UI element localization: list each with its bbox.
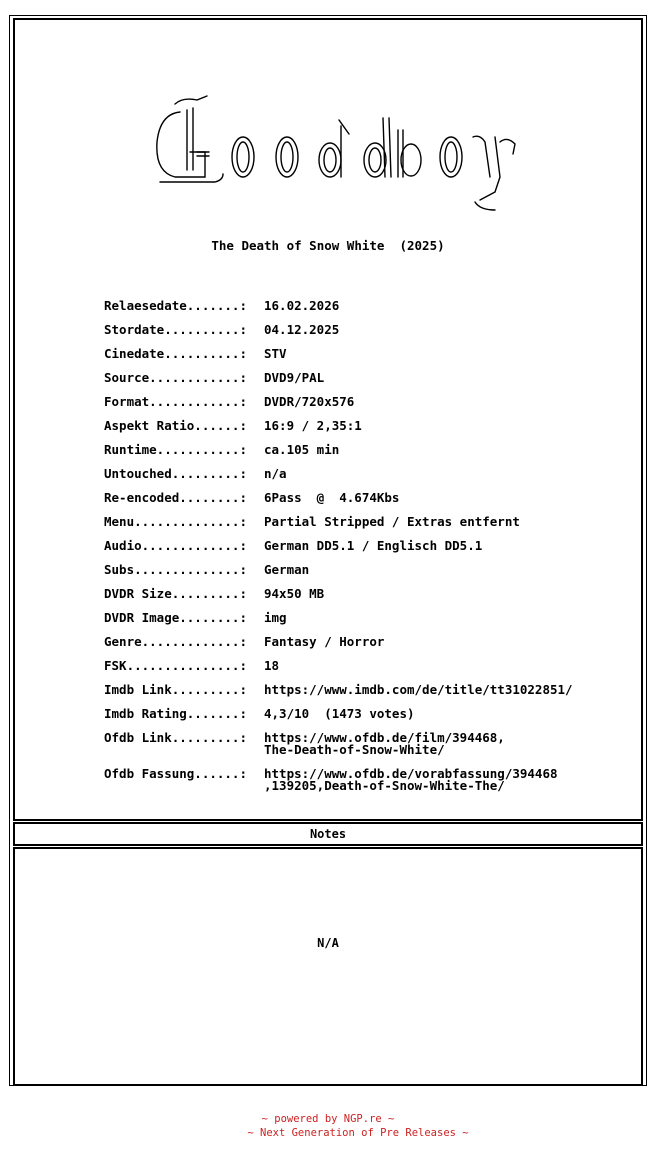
- info-label: DVDR Image........:: [104, 610, 247, 625]
- footer-tagline: ~ Next Generation of Pre Releases ~: [247, 1127, 469, 1139]
- notes-panel: [13, 847, 643, 1086]
- info-value: ca.105 min: [264, 442, 340, 457]
- release-title: The Death of Snow White (2025): [211, 238, 445, 253]
- info-row: [104, 636, 573, 660]
- info-value: 16:9 / 2,35:1: [264, 418, 362, 433]
- notes-text: N/A: [317, 936, 339, 950]
- info-row: [104, 396, 573, 420]
- info-row: [104, 768, 573, 804]
- info-row: [104, 612, 573, 636]
- info-value: DVD9/PAL: [264, 370, 325, 385]
- info-row: [104, 468, 573, 492]
- info-row: [104, 492, 573, 516]
- info-label: Re-encoded........:: [104, 490, 247, 505]
- info-value: https://www.ofdb.de/vorabfassung/394468 ,139205,Death-of-Snow-White-The/: [264, 766, 558, 793]
- info-label: Runtime...........:: [104, 442, 247, 457]
- info-value: German DD5.1 / Englisch DD5.1: [264, 538, 483, 553]
- info-row: [104, 420, 573, 444]
- info-label: DVDR Size.........:: [104, 586, 247, 601]
- info-value: 94x50 MB: [264, 586, 325, 601]
- info-label: Ofdb Fassung......:: [104, 766, 247, 781]
- info-row: [104, 708, 573, 732]
- info-row: [104, 540, 573, 564]
- info-row: [104, 732, 573, 768]
- info-label: Audio.............:: [104, 538, 247, 553]
- info-row: [104, 588, 573, 612]
- info-value: German: [264, 562, 310, 577]
- info-value: DVDR/720x576: [264, 394, 355, 409]
- release-info-panel: [13, 18, 643, 821]
- info-label: Untouched.........:: [104, 466, 247, 481]
- info-row: [104, 372, 573, 396]
- info-row: [104, 564, 573, 588]
- release-info-table: [104, 300, 573, 804]
- info-row: [104, 684, 573, 708]
- info-row: [104, 324, 573, 348]
- info-value: img: [264, 610, 287, 625]
- info-value: Fantasy / Horror: [264, 634, 385, 649]
- info-value: 18: [264, 658, 280, 673]
- info-label: Stordate..........:: [104, 322, 247, 337]
- info-value: Partial Stripped / Extras entfernt: [264, 514, 520, 529]
- info-value: n/a: [264, 466, 287, 481]
- info-row: [104, 516, 573, 540]
- info-label: Cinedate..........:: [104, 346, 247, 361]
- info-label: Menu..............:: [104, 514, 247, 529]
- goodboy-ascii-logo: [135, 82, 535, 222]
- info-value: 16.02.2026: [264, 298, 340, 313]
- info-row: [104, 660, 573, 684]
- info-label: Imdb Rating.......:: [104, 706, 247, 721]
- info-value: https://www.ofdb.de/film/394468, The-Death-of-Snow-White/: [264, 730, 505, 757]
- info-row: [104, 300, 573, 324]
- info-value: STV: [264, 346, 287, 361]
- info-label: FSK...............:: [104, 658, 247, 673]
- info-label: Imdb Link.........:: [104, 682, 247, 697]
- info-label: Genre.............:: [104, 634, 247, 649]
- info-label: Ofdb Link.........:: [104, 730, 247, 745]
- info-label: Source............:: [104, 370, 247, 385]
- info-value: 04.12.2025: [264, 322, 340, 337]
- info-row: [104, 348, 573, 372]
- info-label: Relaesedate.......:: [104, 298, 247, 313]
- info-row: [104, 444, 573, 468]
- footer-powered-by: ~ powered by NGP.re ~: [261, 1113, 395, 1125]
- info-value: 4,3/10 (1473 votes): [264, 706, 415, 721]
- info-label: Aspekt Ratio......:: [104, 418, 247, 433]
- info-value: https://www.imdb.com/de/title/tt31022851/: [264, 682, 573, 697]
- info-value: 6Pass @ 4.674Kbs: [264, 490, 400, 505]
- info-label: Format............:: [104, 394, 247, 409]
- notes-header: Notes: [13, 822, 643, 846]
- info-label: Subs..............:: [104, 562, 247, 577]
